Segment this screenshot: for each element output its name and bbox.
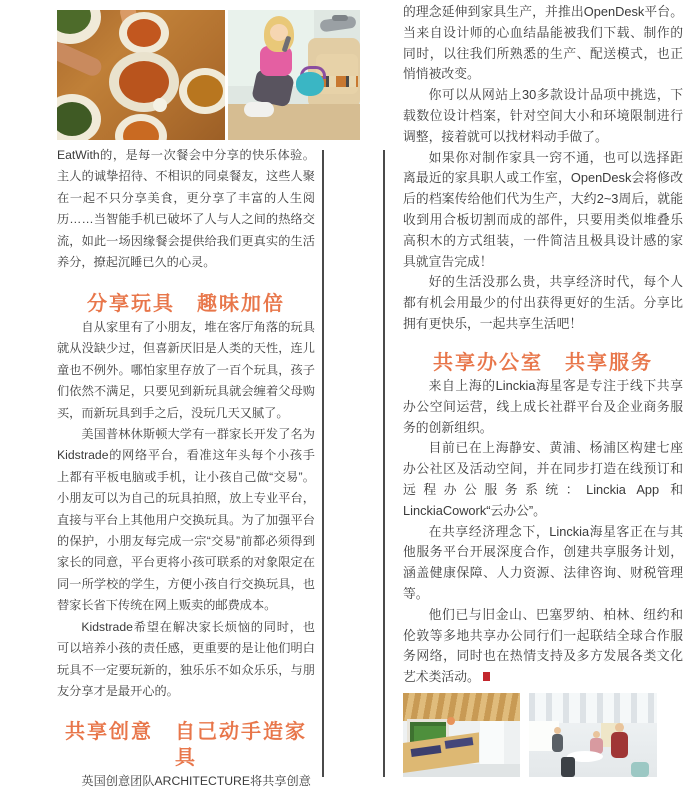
section-heading-share-toys: 分享玩具 趣味加倍: [87, 293, 285, 315]
body-paragraph: 你可以从网站上30多款设计品项中挑选，下载数位设计档案，针对空间大小和环境限制进行调整，接着就可以找材料动手做了。: [403, 87, 683, 144]
body-paragraph: EatWith的，是每一次餐会中分享的快乐体验。主人的诚挚招待、不相识的同桌餐友，这些人聚在一起不只分享美食，更分享了丰富的人生阅历……当智能手机已破坏了人与人之间的热络交流，如此一场因缘餐会提供给我们更真实的生活养分，撩起沉睡已久的心灵。: [57, 148, 315, 270]
body-paragraph: Kidstrade希望在解决家长烦恼的同时，也可以培养小孩的责任感，更重要的是让他们明白玩具不一定要玩新的，独乐乐不如众乐乐，与朋友分享才是最开心的。: [57, 619, 315, 698]
chair-shape: [561, 757, 575, 777]
body-paragraph: 的理念延伸到家具生产，并推出OpenDesk平台。当来自设计师的心血结晶能被我们下载、制作的同时，以往我们所熟悉的生产、配送模式，也正悄悄被改变。: [403, 4, 683, 82]
food-shape: [127, 19, 161, 47]
dinner-table-photo: [57, 10, 225, 140]
column-rule-right: [383, 150, 385, 777]
body-paragraph: 自从家里有了小朋友，堆在客厅角落的玩具就从没缺少过，但喜新厌旧是人类的天性，连儿童也不例外。哪怕家里存放了一百个玩具，孩子们依然不满足，只要见到新玩具就会缠着父母购买，而新玩具到手之后，没玩几天又腻了。: [57, 320, 315, 420]
left-column-intro: [57, 145, 315, 273]
coworking-people-photo: [529, 693, 657, 777]
body-paragraph: [403, 605, 683, 688]
cup-shape: [153, 98, 167, 112]
body-paragraph: 如果你对制作家具一窍不通，也可以选择距离最近的家具职人或工作室，OpenDesk会将修改后的档案传给他们代为生产，大约2~3周后，就能收到用合板切割而成的部件，只要用类似堆叠乐高积木的方式组装，一件简洁且极具设计感的家具就宣告完成！: [403, 149, 683, 269]
body-paragraph: 美国普林休斯顿大学有一群家长开发了名为Kidstrade的网络平台，看准这年头每个小孩手上都有平板电脑或手机，让小孩自己做“交易”。小朋友可以为自己的玩具拍照，放上专业平台，直接与平台上其他用户交换玩具。为了加强平台的保护，小朋友每完成一宗“交易”前都必须得到家长的同意，平台更将小孩可联系的对象限定在同一所学校的学生，方便小孩自行交换玩具，也替家长省下传统在网上贩卖的邮费成本。: [57, 427, 315, 613]
person-shape: [611, 732, 628, 758]
person-head-shape: [593, 731, 600, 738]
column-rule-left: [322, 150, 324, 777]
girl-on-couch-photo: [228, 10, 360, 140]
section-heading-share-office: 共享办公室 共享服务: [433, 352, 653, 374]
section-heading-share-creativity: 共享创意 自己动手造家具: [65, 721, 307, 769]
lamp-shape: [447, 717, 455, 725]
toy-drone-shape: [332, 15, 348, 21]
right-column-opendesk: [403, 2, 683, 335]
left-column-section-furniture: [57, 719, 315, 792]
body-paragraph-text: 他们已与旧金山、巴塞罗纳、柏林、纽约和伦敦等多地共享办公同行们一起联结全球合作服务网络，同时也在热情支持及多方发展各类文化艺术类活动。: [403, 606, 683, 685]
toy-bag-shape: [296, 72, 324, 96]
wood-ceiling-shape: [403, 693, 520, 721]
person-head-shape: [615, 723, 624, 732]
body-paragraph: 在共享经济理念下，Linckia海星客正在与其他服务平台开展深度合作，创建共享服务计划，涵盖健康保障、人力资源、法律咨询、财税管理等。: [403, 523, 683, 601]
coworking-green-wall-photo: [403, 693, 520, 777]
article-end-mark: [483, 672, 490, 681]
food-shape: [119, 61, 169, 103]
person-head-shape: [554, 727, 561, 734]
socks-shape: [244, 102, 274, 117]
body-paragraph: 来自上海的Linckia海星客是专注于线下共享办公空间运营，线上成长社群平台及企业商务服务的创新组织。: [403, 378, 683, 435]
body-paragraph: 英国创意团队ARCHITECTURE将共享创意: [81, 774, 311, 788]
body-paragraph: 好的生活没那么贵，共享经济时代，每个人都有机会用最少的付出获得更好的生活。分享比拥有更快乐，一起共享生活吧！: [403, 274, 683, 331]
food-shape: [187, 75, 223, 107]
left-column-section-toys: [57, 291, 315, 702]
body-paragraph: 目前已在上海静安、黄浦、杨浦区构建七座办公社区及活动空间，并在同步打造在线预订和远程办公服务系统：Linckia App 和LinckiaCowork“云办公”。: [403, 440, 683, 518]
person-shape: [552, 734, 563, 752]
right-column-section-office: [403, 350, 683, 688]
chair-shape: [631, 762, 649, 777]
ceiling-shape: [529, 693, 657, 723]
arm-shape: [57, 39, 104, 78]
corridor-shape: [480, 721, 504, 767]
